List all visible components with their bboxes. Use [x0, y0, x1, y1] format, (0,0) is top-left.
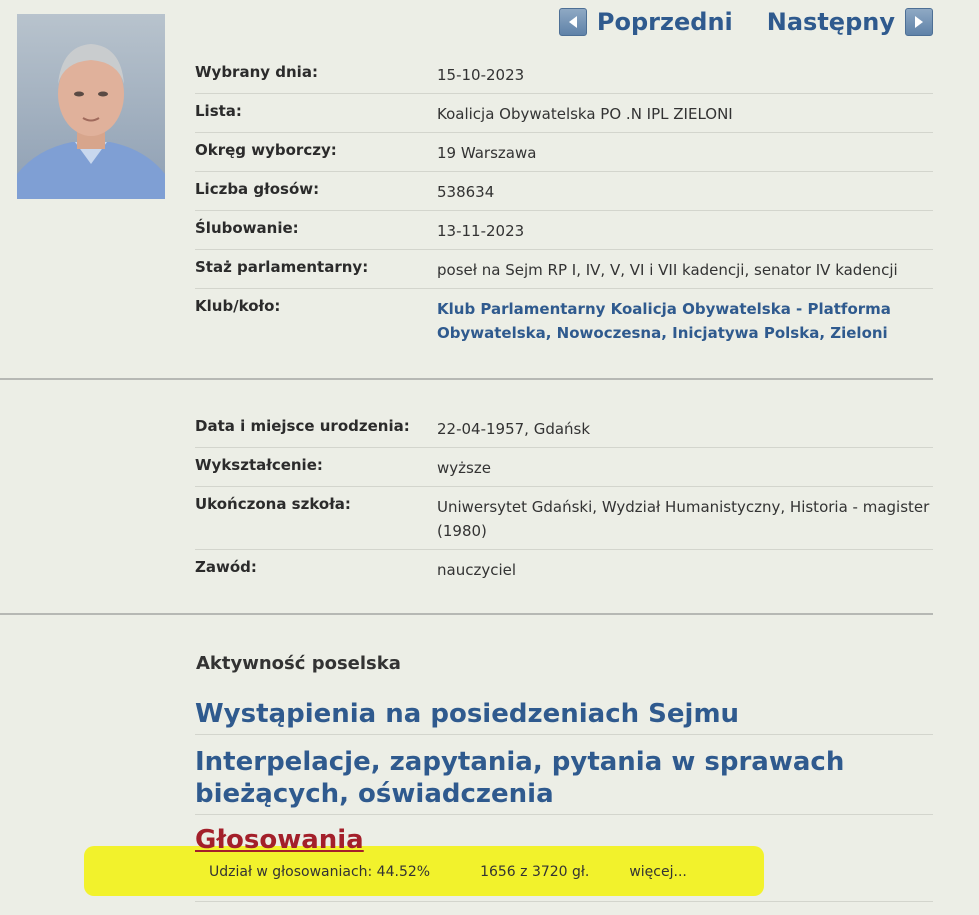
row-label: Ukończona szkoła:	[195, 495, 351, 513]
section-divider	[0, 613, 933, 615]
row-value: 19 Warszawa	[437, 144, 537, 162]
mp-portrait-photo	[17, 14, 165, 199]
table-row	[195, 94, 933, 133]
row-label: Wybrany dnia:	[195, 63, 318, 81]
row-value: 13-11-2023	[437, 222, 525, 240]
interpellations-link[interactable]: Interpelacje, zapytania, pytania w sprawach bieżących, oświadczenia	[195, 746, 933, 815]
table-row	[195, 250, 933, 289]
row-label: Okręg wyborczy:	[195, 141, 337, 159]
arrow-right-icon	[905, 8, 933, 36]
row-value: 538634	[437, 183, 495, 201]
section-divider	[195, 901, 933, 902]
votes-stats	[209, 864, 687, 880]
table-row	[195, 487, 933, 550]
table-row	[195, 172, 933, 211]
row-label: Data i miejsce urodzenia:	[195, 417, 410, 435]
row-label: Ślubowanie:	[195, 219, 299, 237]
table-row	[195, 550, 933, 590]
votes-more-link[interactable]: więcej...	[629, 864, 687, 880]
row-value: 22-04-1957, Gdańsk	[437, 420, 591, 438]
row-label: Zawód:	[195, 558, 257, 576]
row-label: Klub/koło:	[195, 297, 281, 315]
table-row	[195, 133, 933, 172]
votes-count: 1656 z 3720 gł.	[480, 864, 590, 880]
club-link[interactable]: Klub Parlamentarny Koalicja Obywatelska - Platforma Obywatelska, Nowoczesna, Inicjatywa Polska, Zieloni	[437, 300, 891, 342]
row-label: Staż parlamentarny:	[195, 258, 369, 276]
next-link[interactable]	[767, 8, 933, 36]
speeches-link[interactable]: Wystąpienia na posiedzeniach Sejmu	[195, 698, 933, 735]
row-label: Wykształcenie:	[195, 456, 323, 474]
previous-label: Poprzedni	[596, 8, 733, 36]
arrow-left-icon	[559, 8, 587, 36]
row-label: Lista:	[195, 102, 242, 120]
row-value: poseł na Sejm RP I, IV, V, VI i VII kadencji, senator IV kadencji	[437, 261, 898, 279]
votes-link[interactable]: Głosowania	[195, 825, 364, 855]
next-label: Następny	[766, 8, 895, 36]
table-row	[195, 409, 933, 448]
row-label: Liczba głosów:	[195, 180, 320, 198]
row-value: nauczyciel	[437, 561, 517, 579]
table-row	[195, 289, 933, 359]
row-value: wyższe	[437, 459, 491, 477]
row-value: 15-10-2023	[437, 66, 525, 84]
table-row	[195, 211, 933, 250]
row-value: Uniwersytet Gdański, Wydział Humanistyczny, Historia - magister (1980)	[437, 498, 930, 540]
table-row	[195, 55, 933, 94]
section-divider	[0, 378, 933, 380]
activity-heading: Aktywność poselska	[196, 653, 401, 674]
profile-navigation	[559, 8, 933, 36]
mandate-info-table	[195, 55, 933, 359]
votes-participation: Udział w głosowaniach: 44.52%	[209, 864, 431, 880]
personal-info-table	[195, 409, 933, 590]
row-value: Koalicja Obywatelska PO .N IPL ZIELONI	[437, 105, 733, 123]
previous-link[interactable]	[559, 8, 733, 36]
table-row	[195, 448, 933, 487]
